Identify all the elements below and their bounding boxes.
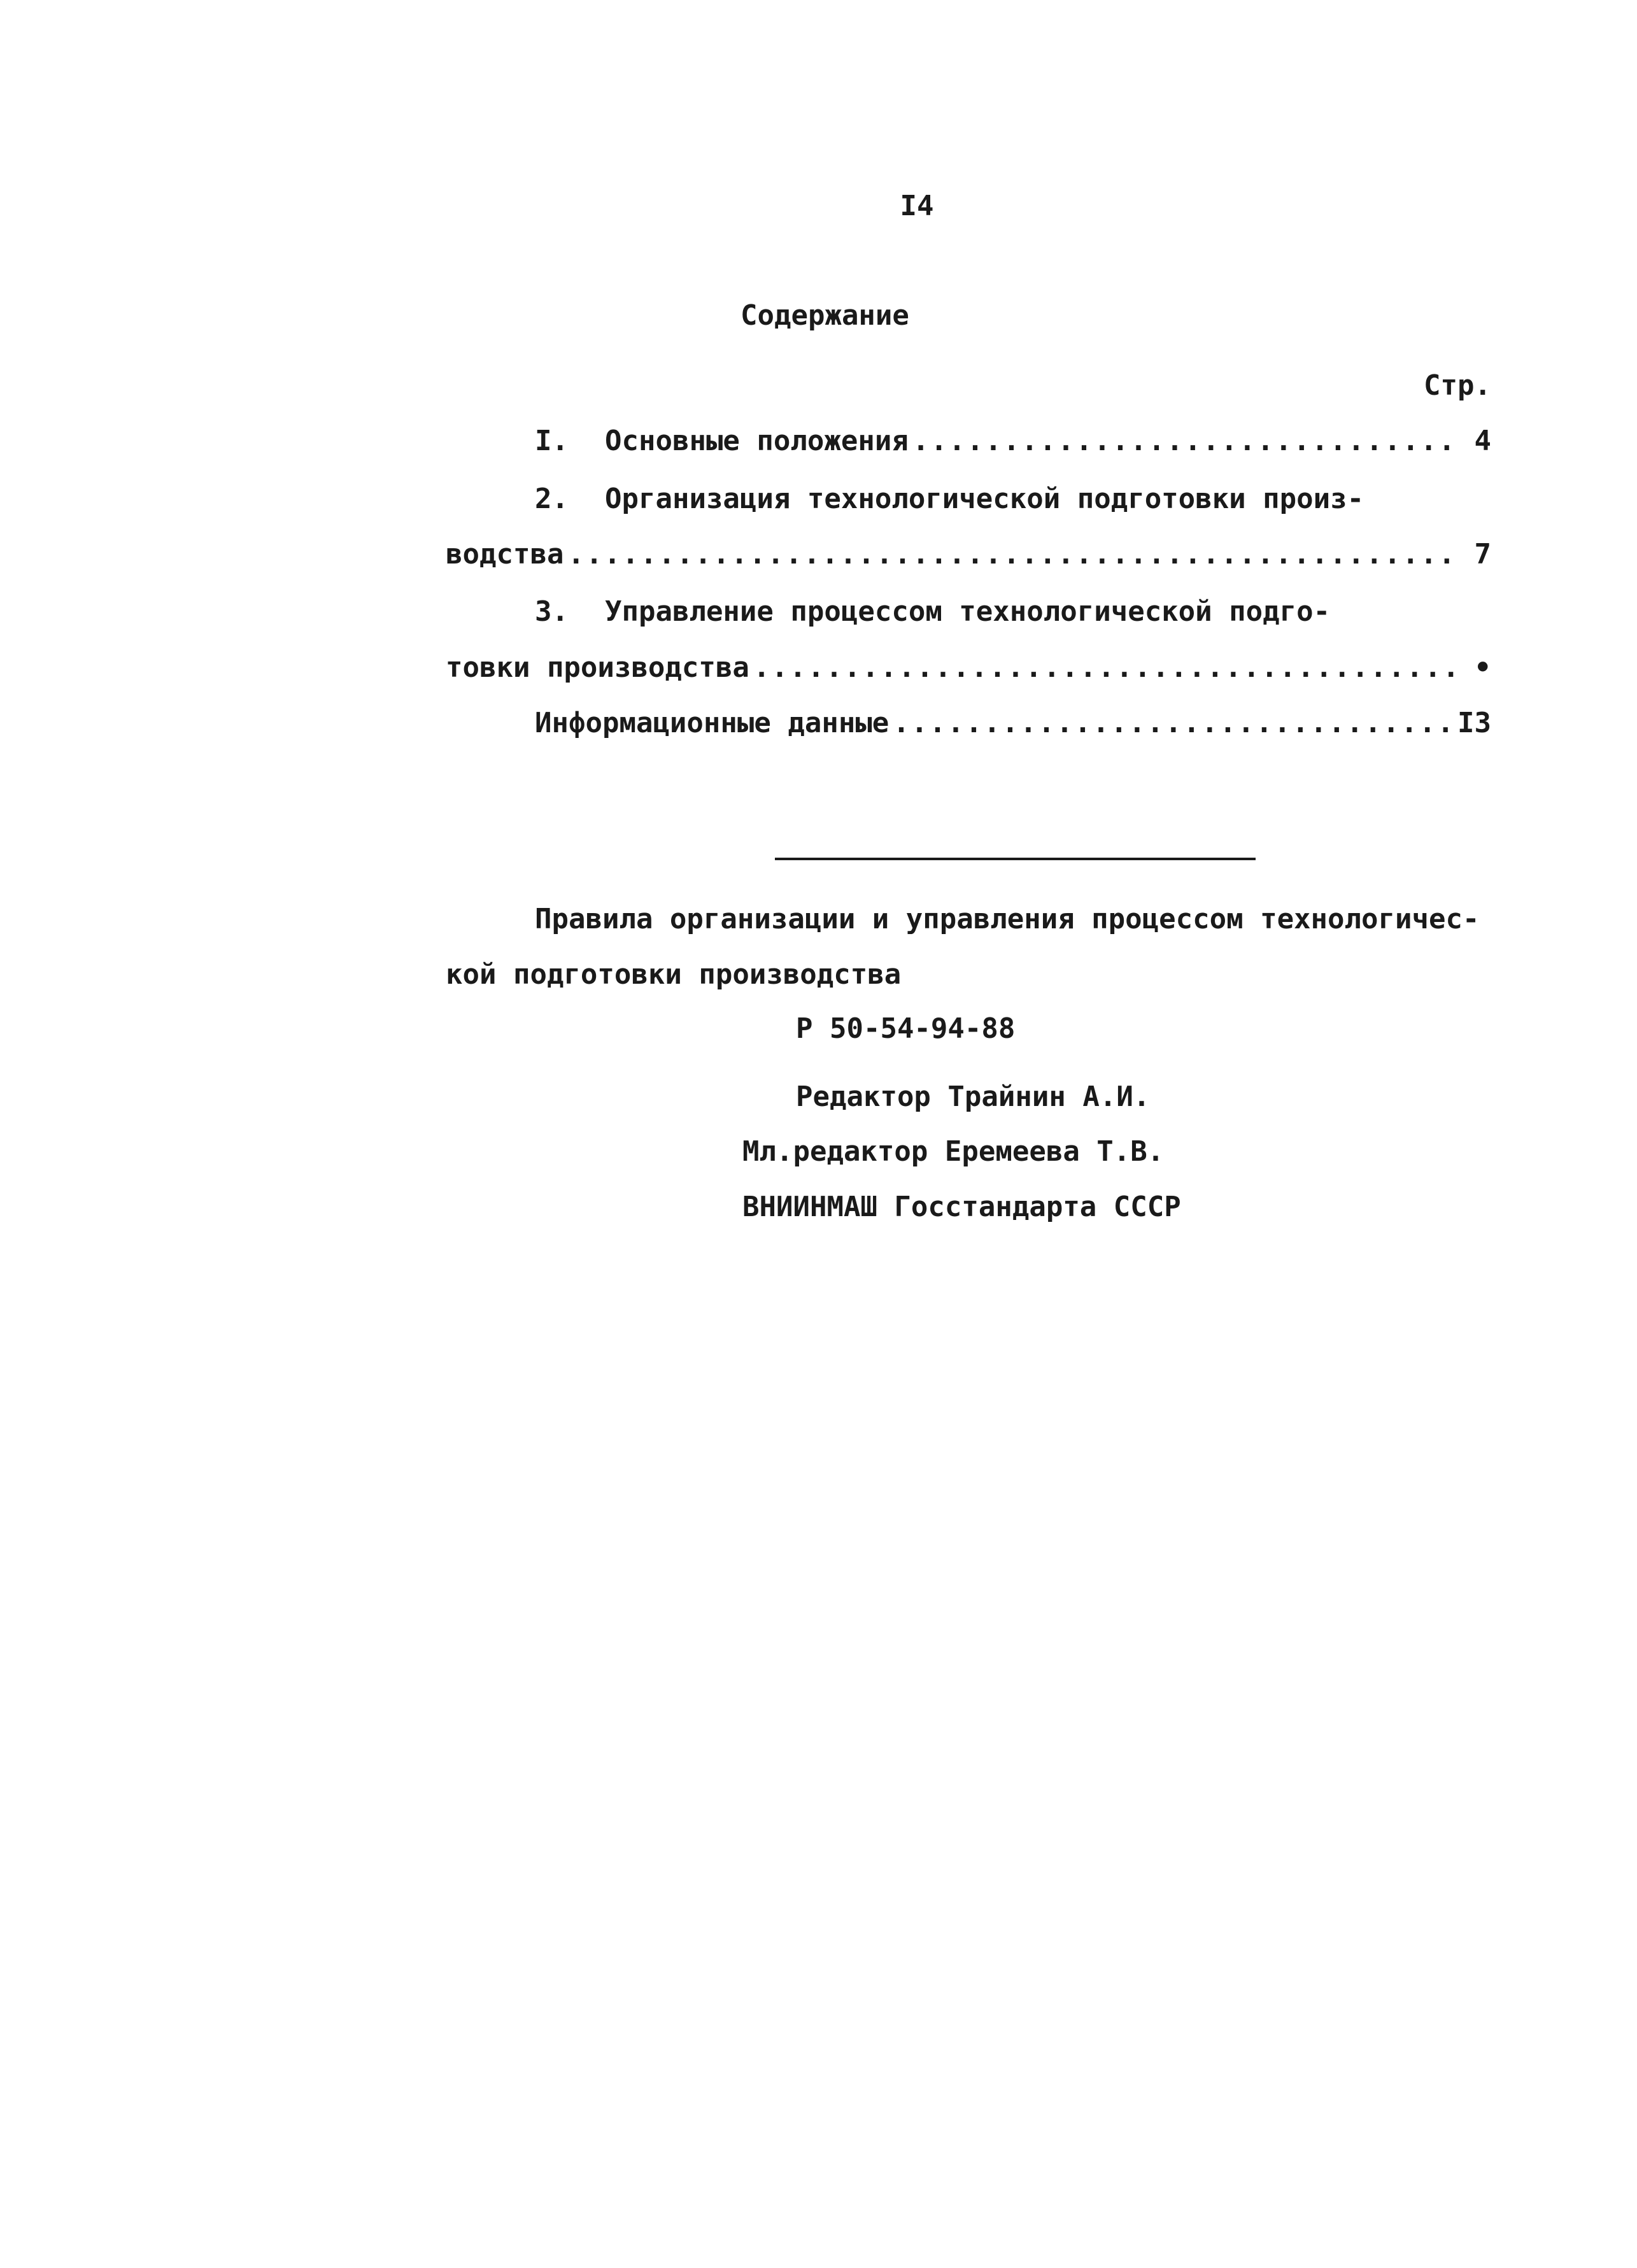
toc-page-column-label: Стр. — [1424, 369, 1491, 402]
toc-entry-2-continuation — [446, 538, 1491, 571]
toc-entry-page: I3 — [1457, 707, 1491, 739]
toc-entry-page: 4 — [1474, 425, 1491, 457]
toc-entry-text: Организация технологической подготовки произ- — [605, 483, 1364, 515]
junior-editor-credit: Мл.редактор Еремеева Т.В. — [742, 1135, 1165, 1168]
toc-entry-number: I. — [535, 425, 569, 457]
toc-entry-text: Информационные данные — [535, 707, 889, 739]
toc-entry-text: Основные положения — [605, 425, 909, 457]
toc-entry-3 — [535, 595, 1491, 628]
page-number: I4 — [900, 190, 934, 222]
imprint-title-line-2: кой подготовки производства — [446, 958, 902, 991]
toc-entry-text: товки производства — [446, 651, 749, 684]
editor-credit: Редактор Трайнин А.И. — [796, 1081, 1151, 1113]
toc-entry-text: Управление процессом технологической подго- — [605, 595, 1331, 628]
section-divider — [775, 858, 1256, 860]
toc-entry-text: водства — [446, 538, 564, 571]
toc-entry-page: 7 — [1474, 538, 1491, 571]
document-code: Р 50-54-94-88 — [796, 1012, 1016, 1045]
leader-dots — [753, 651, 1462, 684]
toc-entry-3-continuation — [446, 651, 1491, 684]
toc-title: Содержание — [741, 299, 909, 332]
leader-dots — [912, 425, 1462, 457]
publisher-credit: ВНИИНМАШ Госстандарта СССР — [742, 1191, 1181, 1223]
imprint-title-line-1: Правила организации и управления процессом технологичес- — [535, 903, 1480, 935]
leader-dots — [893, 707, 1454, 739]
toc-entry-4 — [535, 707, 1491, 739]
toc-entry-1 — [535, 425, 1491, 457]
toc-entry-number: 3. — [535, 595, 569, 628]
leader-dots — [567, 538, 1462, 571]
toc-entry-number: 2. — [535, 483, 569, 515]
toc-entry-page: • — [1474, 651, 1491, 684]
toc-entry-2 — [535, 483, 1491, 515]
